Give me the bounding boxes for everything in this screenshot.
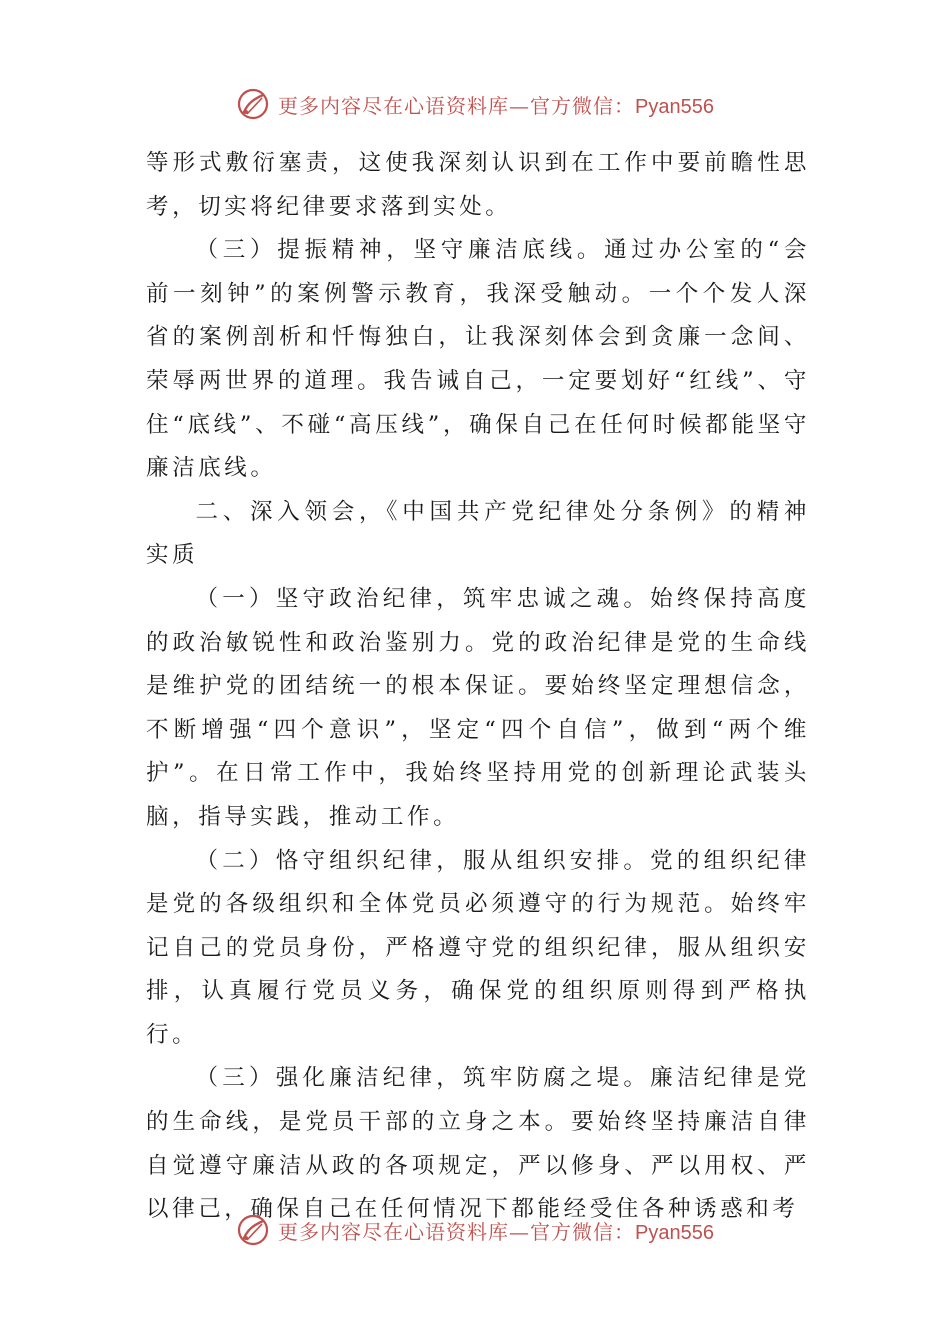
footer-banner-text: [278, 1216, 714, 1245]
footer-banner: [0, 1210, 950, 1250]
section-heading-2: 二、深入领会，《中国共产党纪律处分条例》的精神实质: [146, 498, 810, 569]
paragraph-section-3-integrity: （三）提振精神，坚守廉洁底线。通过办公室的“会前一刻钟”的案例警示教育，我深受触动。一个个发人深省的案例剖析和忏悔独白，让我深刻体会到贪廉一念间、荣辱两世界的道理。我告诫自己，一定要划好“红线”、守住“底线”、不碰“高压线”，确保自己在任何时候都能坚守廉洁底线。: [146, 237, 810, 482]
pen-logo-icon: [236, 1213, 270, 1247]
pen-logo-icon: [236, 87, 270, 121]
document-body: [146, 142, 810, 1232]
header-banner-text: [278, 90, 714, 119]
paragraph-political-discipline: （一）坚守政治纪律，筑牢忠诚之魂。始终保持高度的政治敏锐性和政治鉴别力。党的政治纪律是党的生命线是维护党的团结统一的根本保证。要始终坚定理想信念，不断增强“四个意识”，坚定“四个自信”，做到“两个维护”。在日常工作中，我始终坚持用党的创新理论武装头脑，指导实践，推动工作。: [146, 585, 810, 830]
header-banner-wechat-id: Pyan556: [635, 95, 714, 118]
footer-banner-cn: 更多内容尽在心语资料库—官方微信：: [278, 1219, 636, 1244]
footer-banner-wechat-id: Pyan556: [635, 1221, 714, 1244]
paragraph-organizational-discipline: （二）恪守组织纪律，服从组织安排。党的组织纪律是党的各级组织和全体党员必须遵守的行为规范。始终牢记自己的党员身份，严格遵守党的组织纪律，服从组织安排，认真履行党员义务，确保党的组织原则得到严格执行。: [146, 847, 810, 1048]
header-banner: [0, 84, 950, 124]
header-banner-cn: 更多内容尽在心语资料库—官方微信：: [278, 93, 636, 118]
paragraph-continuation: 等形式敷衍塞责，这使我深刻认识到在工作中要前瞻性思考，切实将纪律要求落到实处。: [146, 150, 810, 220]
paragraph-integrity-discipline: （三）强化廉洁纪律，筑牢防腐之堤。廉洁纪律是党的生命线，是党员干部的立身之本。要始终坚持廉洁自律自觉遵守廉洁从政的各项规定，严以修身、严以用权、严以律己，确保自己在任何情况下都能经受住各种诱惑和考: [146, 1065, 810, 1223]
